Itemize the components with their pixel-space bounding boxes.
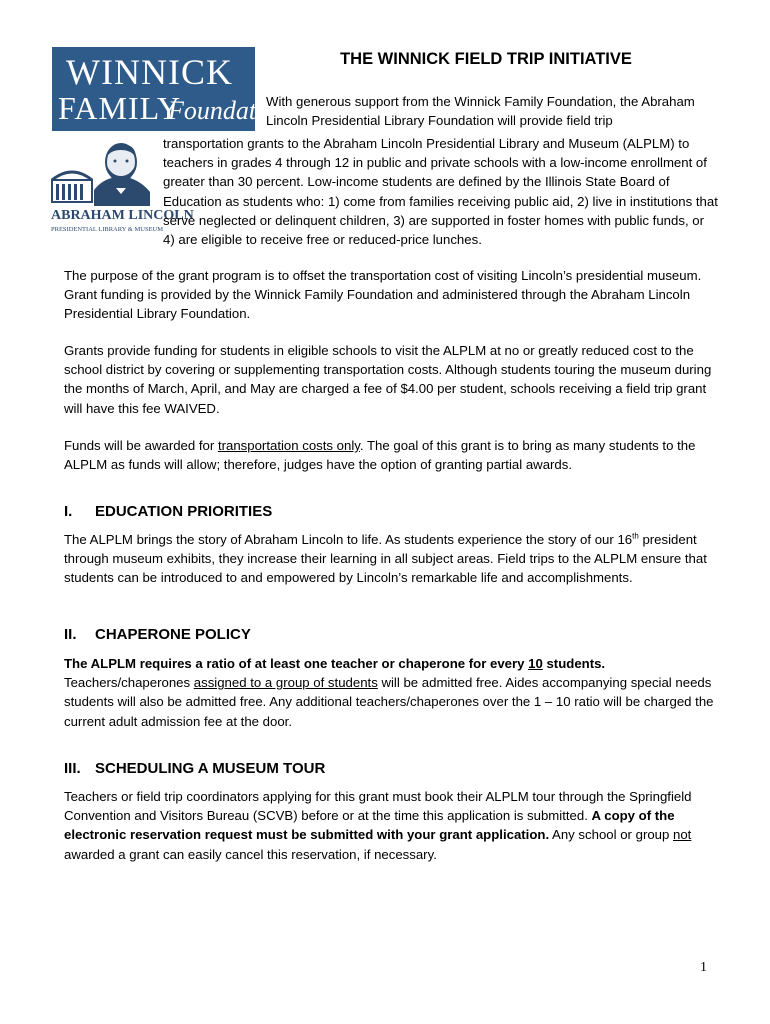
- section3-heading: [64, 760, 325, 777]
- section1-title: EDUCATION PRIORITIES: [95, 503, 273, 520]
- section3-underlined: not: [673, 827, 692, 843]
- section1-text-before: The ALPLM brings the story of Abraham Lincoln to life. As students experience the story of our 16: [64, 532, 633, 547]
- section2-title: CHAPERONE POLICY: [95, 626, 251, 643]
- document-title: THE WINNICK FIELD TRIP INITIATIVE: [340, 50, 632, 68]
- funds-text-before: Funds will be awarded for: [64, 438, 218, 453]
- section2-heading: [64, 626, 251, 643]
- section2-text1: Teachers/chaperones: [64, 675, 194, 691]
- winnick-logo-line3: Foundation: [168, 96, 290, 125]
- section3-paragraph: [64, 787, 714, 864]
- section3-text1: Teachers or field trip coordinators applying for this grant must book their ALPLM tour through the Springfield Convention and Visitors Bureau (SCVB) before or at the time this application is submitted.: [64, 789, 692, 824]
- lincoln-logo-line1: ABRAHAM LINCOLN: [51, 208, 194, 223]
- winnick-logo-line2: FAMILY: [58, 90, 182, 126]
- section2-bold-before: The ALPLM requires a ratio of at least one teacher or chaperone for every: [64, 656, 529, 671]
- funds-text-after: . The goal of this grant is to bring as many students to the ALPLM as funds will allow; therefore, judges have the option of granting partial awards.: [64, 438, 696, 473]
- section2-text2: will be admitted free. Aides accompanying special needs students will also be admitted free. Any additional teachers/chaperones over the 1 – 10 ratio will be charged the current adult admission fee at the door.: [64, 675, 714, 729]
- section1-number: I.: [64, 503, 73, 520]
- section3-title: SCHEDULING A MUSEUM TOUR: [95, 760, 326, 777]
- grants-paragraph: Grants provide funding for students in eligible schools to visit the ALPLM at no or greatly reduced cost to the school district by covering or supplementing transportation costs. Although students touring the museum during the months of March, April, and May are charged a fee of $4.00 per student, schools receiving a field trip grant will have this fee WAIVED.: [64, 343, 712, 416]
- section2-bold-after: students.: [542, 656, 606, 671]
- section1-heading: [64, 503, 272, 520]
- intro-paragraph-part2: transportation grants to the Abraham Lincoln Presidential Library and Museum (ALPLM) to teachers in grades 4 through 12 in public and private schools with a low-income enrollment of greater than 30 percent. Low-income students are defined by the Illinois State Board of Education as students who: 1) come from families receiving public aid, 2) live in institutions that serve neglected or delinquent children, 3) are supported in foster homes with public funds, or 4) are eligible to receive free or reduced-price lunches.: [163, 136, 718, 248]
- section3-number: III.: [64, 760, 81, 777]
- page-number: 1: [700, 960, 707, 975]
- section3-text3: awarded a grant can easily cancel this reservation, if necessary.: [64, 846, 437, 862]
- section2-paragraph: [64, 654, 714, 731]
- section2-bold-number: 10: [528, 656, 543, 671]
- section1-superscript: th: [632, 531, 639, 541]
- section2-underlined: assigned to a group of students: [193, 675, 378, 691]
- lincoln-library-logo: [50, 142, 194, 238]
- intro-paragraph-part1: With generous support from the Winnick Family Foundation, the Abraham Lincoln Presidential Library Foundation will provide field trip: [266, 94, 695, 129]
- lincoln-portrait-icon: [50, 142, 155, 208]
- section3-bold: A copy of the electronic reservation request must be submitted with your grant application.: [64, 808, 675, 843]
- section3-text2: Any school or group: [549, 827, 673, 843]
- lincoln-logo-line2: PRESIDENTIAL LIBRARY & MUSEUM: [51, 226, 164, 233]
- section2-number: II.: [64, 626, 77, 643]
- purpose-paragraph: The purpose of the grant program is to offset the transportation cost of visiting Lincoln’s presidential museum. Grant funding is provided by the Winnick Family Foundation and administered through the Abraham Lincoln Presidential Library Foundation.: [64, 268, 702, 322]
- section1-text-after: president through museum exhibits, they increase their learning in all subject areas. Field trips to the ALPLM ensure that students can be introduced to and empowered by Lincoln’s remarkable life and accomplishments.: [64, 532, 707, 586]
- winnick-foundation-logo: [52, 47, 290, 131]
- winnick-logo-line1: WINNICK: [66, 52, 233, 92]
- funds-underlined: transportation costs only: [217, 438, 360, 453]
- section1-paragraph: [64, 530, 714, 588]
- funds-paragraph: [64, 436, 714, 474]
